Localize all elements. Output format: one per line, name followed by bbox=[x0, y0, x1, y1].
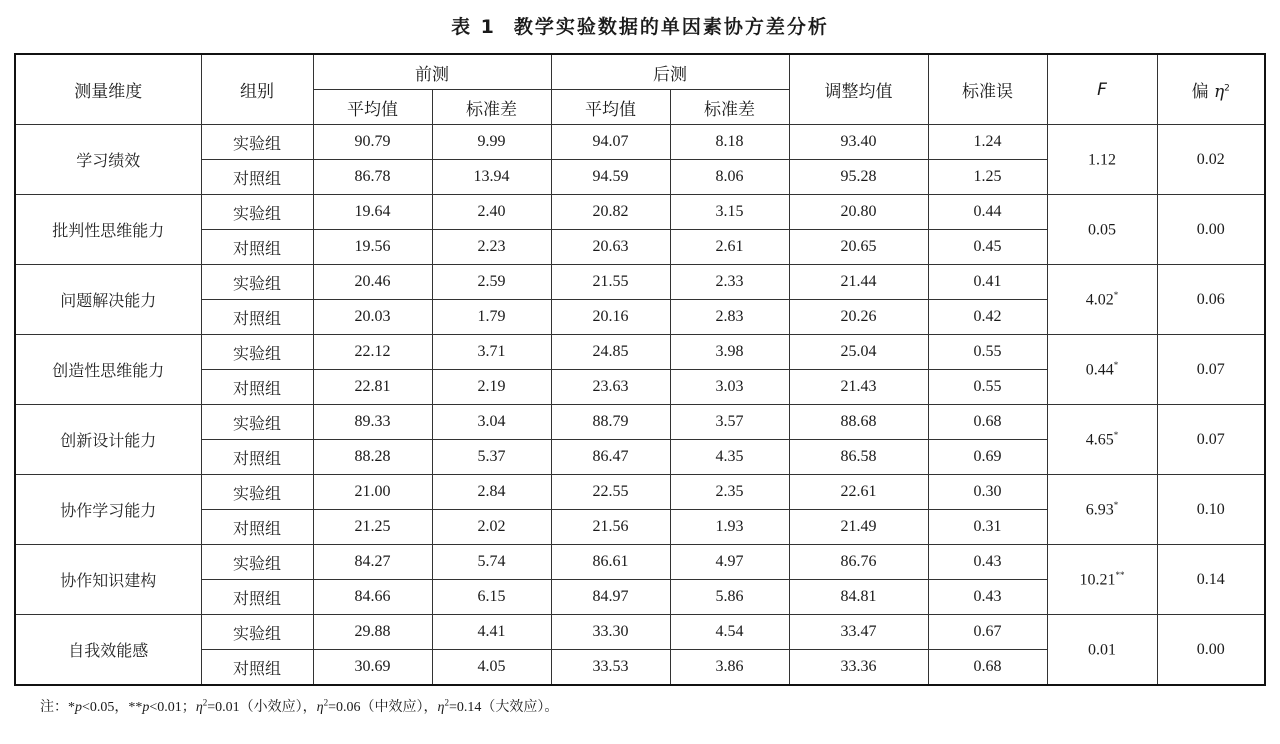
table-row bbox=[15, 615, 1265, 650]
pre-sd-cell: 2.02 bbox=[432, 510, 551, 545]
post-mean-cell: 21.56 bbox=[551, 510, 670, 545]
pre-sd-cell: 3.71 bbox=[432, 335, 551, 370]
pre-sd-cell: 6.15 bbox=[432, 580, 551, 615]
f-value: 4.65 bbox=[1085, 431, 1114, 449]
post-mean-cell: 24.85 bbox=[551, 335, 670, 370]
post-mean-cell: 20.63 bbox=[551, 230, 670, 265]
post-sd-cell: 3.57 bbox=[670, 405, 789, 440]
standard-error-cell: 0.67 bbox=[928, 615, 1047, 650]
f-value: 0.01 bbox=[1088, 641, 1116, 659]
group-cell: 实验组 bbox=[201, 265, 313, 300]
f-value-cell bbox=[1047, 615, 1157, 686]
partial-eta-cell: 0.07 bbox=[1157, 335, 1265, 405]
post-sd-cell: 3.98 bbox=[670, 335, 789, 370]
f-value: 0.05 bbox=[1088, 221, 1116, 239]
post-mean-cell: 23.63 bbox=[551, 370, 670, 405]
group-cell: 实验组 bbox=[201, 195, 313, 230]
standard-error-cell: 0.41 bbox=[928, 265, 1047, 300]
table-row bbox=[15, 545, 1265, 580]
adjusted-mean-cell: 20.65 bbox=[789, 230, 928, 265]
post-sd-cell: 4.35 bbox=[670, 440, 789, 475]
pre-sd-cell: 9.99 bbox=[432, 125, 551, 160]
pre-sd-cell: 4.41 bbox=[432, 615, 551, 650]
standard-error-cell: 0.55 bbox=[928, 335, 1047, 370]
group-cell: 实验组 bbox=[201, 405, 313, 440]
note-effect-medium: =0.06（中效应）， bbox=[328, 700, 438, 715]
header-pre-mean: 平均值 bbox=[313, 90, 432, 125]
group-cell: 对照组 bbox=[201, 440, 313, 475]
standard-error-cell: 0.43 bbox=[928, 545, 1047, 580]
group-cell: 对照组 bbox=[201, 650, 313, 686]
post-mean-cell: 86.61 bbox=[551, 545, 670, 580]
adjusted-mean-cell: 33.36 bbox=[789, 650, 928, 686]
note-eta: η bbox=[195, 700, 203, 715]
pre-sd-cell: 5.74 bbox=[432, 545, 551, 580]
post-sd-cell: 2.35 bbox=[670, 475, 789, 510]
f-value: 4.02 bbox=[1085, 291, 1114, 309]
group-cell: 对照组 bbox=[201, 580, 313, 615]
group-cell: 实验组 bbox=[201, 475, 313, 510]
standard-error-cell: 0.68 bbox=[928, 650, 1047, 686]
pre-mean-cell: 84.27 bbox=[313, 545, 432, 580]
dimension-cell: 协作学习能力 bbox=[15, 475, 201, 545]
ancova-table bbox=[14, 53, 1266, 686]
significance-mark: * bbox=[1113, 289, 1119, 300]
pre-mean-cell: 21.25 bbox=[313, 510, 432, 545]
table-title bbox=[0, 12, 1280, 39]
post-mean-cell: 88.79 bbox=[551, 405, 670, 440]
partial-eta-cell: 0.00 bbox=[1157, 615, 1265, 686]
header-f: F bbox=[1047, 54, 1157, 125]
pre-mean-cell: 22.81 bbox=[313, 370, 432, 405]
table-row bbox=[15, 195, 1265, 230]
partial-eta-cell: 0.14 bbox=[1157, 545, 1265, 615]
header-post-sd: 标准差 bbox=[670, 90, 789, 125]
header-pre-sd: 标准差 bbox=[432, 90, 551, 125]
partial-eta-cell: 0.00 bbox=[1157, 195, 1265, 265]
adjusted-mean-cell: 20.80 bbox=[789, 195, 928, 230]
f-value-cell bbox=[1047, 405, 1157, 475]
adjusted-mean-cell: 20.26 bbox=[789, 300, 928, 335]
standard-error-cell: 0.30 bbox=[928, 475, 1047, 510]
table-row bbox=[15, 475, 1265, 510]
partial-eta-cell: 0.02 bbox=[1157, 125, 1265, 195]
group-cell: 实验组 bbox=[201, 615, 313, 650]
note-star2: ** bbox=[128, 700, 143, 715]
partial-eta-cell: 0.06 bbox=[1157, 265, 1265, 335]
pre-mean-cell: 84.66 bbox=[313, 580, 432, 615]
header-group: 组别 bbox=[201, 54, 313, 125]
standard-error-cell: 0.44 bbox=[928, 195, 1047, 230]
header-eta-exp: 2 bbox=[1224, 83, 1230, 94]
header-eta-prefix: 偏 bbox=[1191, 82, 1209, 102]
pre-mean-cell: 20.03 bbox=[313, 300, 432, 335]
pre-mean-cell: 21.00 bbox=[313, 475, 432, 510]
pre-sd-cell: 3.04 bbox=[432, 405, 551, 440]
table-row bbox=[15, 405, 1265, 440]
f-value: 6.93 bbox=[1085, 501, 1114, 519]
header-dimension: 测量维度 bbox=[15, 54, 201, 125]
post-sd-cell: 2.83 bbox=[670, 300, 789, 335]
group-cell: 实验组 bbox=[201, 545, 313, 580]
standard-error-cell: 0.55 bbox=[928, 370, 1047, 405]
table-number: 表 1 bbox=[451, 16, 496, 38]
post-mean-cell: 20.82 bbox=[551, 195, 670, 230]
post-mean-cell: 86.47 bbox=[551, 440, 670, 475]
header-pretest: 前测 bbox=[313, 54, 551, 90]
note-effect-large: =0.14（大效应）。 bbox=[448, 700, 559, 715]
group-cell: 实验组 bbox=[201, 335, 313, 370]
standard-error-cell: 0.69 bbox=[928, 440, 1047, 475]
note-sq: 2 bbox=[323, 697, 329, 708]
note-effect-small: =0.01（小效应）， bbox=[207, 700, 317, 715]
pre-mean-cell: 88.28 bbox=[313, 440, 432, 475]
significance-mark: ** bbox=[1115, 569, 1125, 580]
standard-error-cell: 1.25 bbox=[928, 160, 1047, 195]
header-partial-eta bbox=[1157, 54, 1265, 125]
dimension-cell: 协作知识建构 bbox=[15, 545, 201, 615]
pre-sd-cell: 5.37 bbox=[432, 440, 551, 475]
note-p1: <0.05， bbox=[82, 700, 129, 715]
dimension-cell: 学习绩效 bbox=[15, 125, 201, 195]
adjusted-mean-cell: 21.49 bbox=[789, 510, 928, 545]
group-cell: 对照组 bbox=[201, 300, 313, 335]
post-sd-cell: 3.86 bbox=[670, 650, 789, 686]
pre-mean-cell: 22.12 bbox=[313, 335, 432, 370]
pre-mean-cell: 86.78 bbox=[313, 160, 432, 195]
group-cell: 对照组 bbox=[201, 160, 313, 195]
table-row bbox=[15, 265, 1265, 300]
group-cell: 对照组 bbox=[201, 370, 313, 405]
pre-sd-cell: 13.94 bbox=[432, 160, 551, 195]
f-value-cell bbox=[1047, 335, 1157, 405]
standard-error-cell: 0.31 bbox=[928, 510, 1047, 545]
standard-error-cell: 1.24 bbox=[928, 125, 1047, 160]
post-sd-cell: 8.18 bbox=[670, 125, 789, 160]
pre-mean-cell: 19.64 bbox=[313, 195, 432, 230]
group-cell: 实验组 bbox=[201, 125, 313, 160]
f-value: 1.12 bbox=[1088, 151, 1116, 169]
standard-error-cell: 0.45 bbox=[928, 230, 1047, 265]
pre-sd-cell: 2.40 bbox=[432, 195, 551, 230]
note-eta: η bbox=[316, 700, 324, 715]
post-mean-cell: 33.30 bbox=[551, 615, 670, 650]
adjusted-mean-cell: 86.76 bbox=[789, 545, 928, 580]
post-sd-cell: 4.97 bbox=[670, 545, 789, 580]
adjusted-mean-cell: 88.68 bbox=[789, 405, 928, 440]
post-mean-cell: 22.55 bbox=[551, 475, 670, 510]
header-eta-symbol: η bbox=[1213, 82, 1225, 102]
note-sq: 2 bbox=[202, 697, 208, 708]
pre-sd-cell: 2.84 bbox=[432, 475, 551, 510]
partial-eta-cell: 0.07 bbox=[1157, 405, 1265, 475]
pre-mean-cell: 29.88 bbox=[313, 615, 432, 650]
post-mean-cell: 21.55 bbox=[551, 265, 670, 300]
adjusted-mean-cell: 21.44 bbox=[789, 265, 928, 300]
dimension-cell: 自我效能感 bbox=[15, 615, 201, 686]
pre-mean-cell: 20.46 bbox=[313, 265, 432, 300]
group-cell: 对照组 bbox=[201, 510, 313, 545]
post-mean-cell: 84.97 bbox=[551, 580, 670, 615]
post-sd-cell: 4.54 bbox=[670, 615, 789, 650]
pre-sd-cell: 4.05 bbox=[432, 650, 551, 686]
post-mean-cell: 94.07 bbox=[551, 125, 670, 160]
pre-sd-cell: 2.59 bbox=[432, 265, 551, 300]
pre-mean-cell: 19.56 bbox=[313, 230, 432, 265]
f-value-cell bbox=[1047, 195, 1157, 265]
f-value-cell bbox=[1047, 475, 1157, 545]
note-p2: <0.01； bbox=[149, 700, 196, 715]
header-standard-error: 标准误 bbox=[928, 54, 1047, 125]
post-sd-cell: 2.61 bbox=[670, 230, 789, 265]
adjusted-mean-cell: 95.28 bbox=[789, 160, 928, 195]
f-value-cell bbox=[1047, 545, 1157, 615]
header-posttest: 后测 bbox=[551, 54, 789, 90]
standard-error-cell: 0.43 bbox=[928, 580, 1047, 615]
table-row bbox=[15, 125, 1265, 160]
post-sd-cell: 3.15 bbox=[670, 195, 789, 230]
significance-mark: * bbox=[1113, 429, 1119, 440]
note-sq: 2 bbox=[444, 697, 449, 708]
table-note bbox=[40, 696, 558, 716]
partial-eta-cell: 0.10 bbox=[1157, 475, 1265, 545]
dimension-cell: 批判性思维能力 bbox=[15, 195, 201, 265]
standard-error-cell: 0.68 bbox=[928, 405, 1047, 440]
f-value-cell bbox=[1047, 265, 1157, 335]
adjusted-mean-cell: 22.61 bbox=[789, 475, 928, 510]
header-post-mean: 平均值 bbox=[551, 90, 670, 125]
post-sd-cell: 5.86 bbox=[670, 580, 789, 615]
post-sd-cell: 2.33 bbox=[670, 265, 789, 300]
pre-mean-cell: 89.33 bbox=[313, 405, 432, 440]
pre-sd-cell: 2.23 bbox=[432, 230, 551, 265]
standard-error-cell: 0.42 bbox=[928, 300, 1047, 335]
table-row bbox=[15, 335, 1265, 370]
note-p: p bbox=[142, 700, 150, 715]
post-mean-cell: 20.16 bbox=[551, 300, 670, 335]
pre-mean-cell: 90.79 bbox=[313, 125, 432, 160]
note-p: p bbox=[75, 700, 82, 715]
significance-mark: * bbox=[1113, 359, 1119, 370]
table-caption: 教学实验数据的单因素协方差分析 bbox=[513, 16, 829, 38]
post-mean-cell: 94.59 bbox=[551, 160, 670, 195]
note-prefix: 注： bbox=[40, 700, 68, 715]
significance-mark: * bbox=[1113, 499, 1119, 510]
pre-sd-cell: 2.19 bbox=[432, 370, 551, 405]
dimension-cell: 创新设计能力 bbox=[15, 405, 201, 475]
adjusted-mean-cell: 84.81 bbox=[789, 580, 928, 615]
post-mean-cell: 33.53 bbox=[551, 650, 670, 686]
group-cell: 对照组 bbox=[201, 230, 313, 265]
header-adjusted-mean: 调整均值 bbox=[789, 54, 928, 125]
table-body bbox=[15, 125, 1265, 686]
f-value: 0.44 bbox=[1085, 361, 1114, 379]
adjusted-mean-cell: 93.40 bbox=[789, 125, 928, 160]
pre-sd-cell: 1.79 bbox=[432, 300, 551, 335]
f-value: 10.21 bbox=[1079, 571, 1116, 589]
dimension-cell: 创造性思维能力 bbox=[15, 335, 201, 405]
adjusted-mean-cell: 21.43 bbox=[789, 370, 928, 405]
post-sd-cell: 3.03 bbox=[670, 370, 789, 405]
note-star: * bbox=[68, 700, 75, 715]
post-sd-cell: 1.93 bbox=[670, 510, 789, 545]
adjusted-mean-cell: 33.47 bbox=[789, 615, 928, 650]
dimension-cell: 问题解决能力 bbox=[15, 265, 201, 335]
note-eta: η bbox=[437, 700, 445, 715]
pre-mean-cell: 30.69 bbox=[313, 650, 432, 686]
adjusted-mean-cell: 86.58 bbox=[789, 440, 928, 475]
f-value-cell bbox=[1047, 125, 1157, 195]
post-sd-cell: 8.06 bbox=[670, 160, 789, 195]
adjusted-mean-cell: 25.04 bbox=[789, 335, 928, 370]
